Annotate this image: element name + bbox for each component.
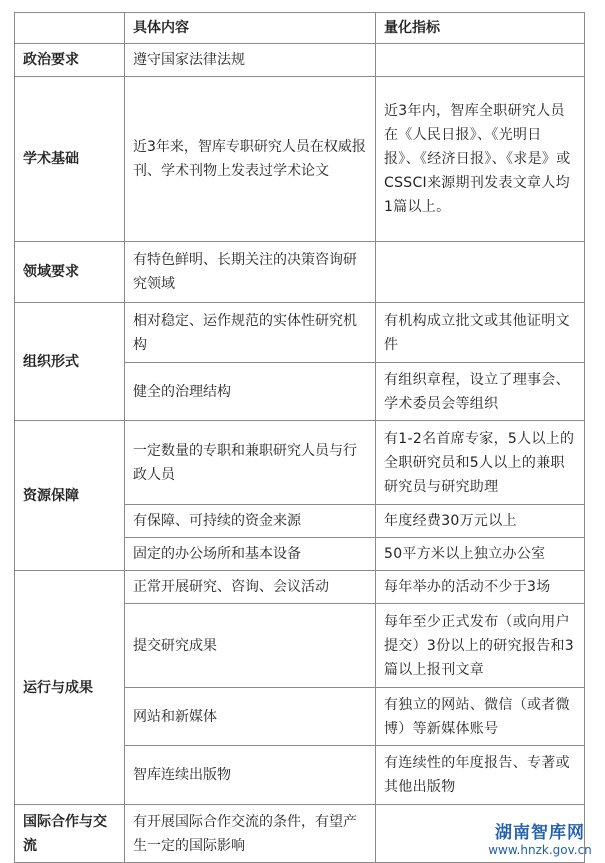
category-cell: 国际合作与交流 xyxy=(15,805,125,863)
watermark-title: 湖南智库网 xyxy=(495,823,585,843)
site-watermark xyxy=(485,823,595,857)
indicator-cell xyxy=(376,44,585,77)
content-cell: 有开展国际合作交流的条件，有望产生一定的国际影响 xyxy=(125,805,376,863)
header-row xyxy=(15,13,585,44)
indicator-cell: 有连续性的年度报告、专著或其他出版物 xyxy=(376,746,585,805)
table-row xyxy=(15,571,585,604)
category-cell: 运行与成果 xyxy=(15,571,125,805)
indicator-cell: 每年至少正式发布（或向用户提交）3份以上的研究报告和3篇以上报刊文章 xyxy=(376,604,585,688)
indicator-cell: 每年举办的活动不少于3场 xyxy=(376,571,585,604)
category-cell: 领域要求 xyxy=(15,242,125,303)
content-cell: 遵守国家法律法规 xyxy=(125,44,376,77)
indicator-cell: 50平方米以上独立办公室 xyxy=(376,538,585,571)
content-cell: 智库连续出版物 xyxy=(125,746,376,805)
table-row xyxy=(15,44,585,77)
category-cell: 资源保障 xyxy=(15,421,125,571)
criteria-table xyxy=(14,12,585,863)
category-cell: 组织形式 xyxy=(15,303,125,421)
content-cell: 近3年来，智库专职研究人员在权威报刊、学术刊物上发表过学术论文 xyxy=(125,77,376,242)
indicator-cell: 有1-2名首席专家，5人以上的全职研究员和5人以上的兼职研究员与研究助理 xyxy=(376,421,585,505)
header-content: 具体内容 xyxy=(125,13,376,44)
indicator-cell: 年度经费30万元以上 xyxy=(376,505,585,538)
category-cell: 政治要求 xyxy=(15,44,125,77)
content-cell: 有保障、可持续的资金来源 xyxy=(125,505,376,538)
indicator-cell: 有独立的网站、微信（或者微博）等新媒体账号 xyxy=(376,688,585,746)
content-cell: 提交研究成果 xyxy=(125,604,376,688)
watermark-url: www.hnzk.gov.cn xyxy=(488,843,592,857)
content-cell: 固定的办公场所和基本设备 xyxy=(125,538,376,571)
content-cell: 一定数量的专职和兼职研究人员与行政人员 xyxy=(125,421,376,505)
indicator-cell xyxy=(376,242,585,303)
indicator-cell: 有机构成立批文或其他证明文件 xyxy=(376,303,585,363)
indicator-cell: 近3年内，智库全职研究人员在《人民日报》、《光明日报》、《经济日报》、《求是》或CSSCI来源期刊发表文章人均1篇以上。 xyxy=(376,77,585,242)
category-cell: 学术基础 xyxy=(15,77,125,242)
content-cell: 相对稳定、运作规范的实体性研究机构 xyxy=(125,303,376,363)
content-cell: 网站和新媒体 xyxy=(125,688,376,746)
table-row xyxy=(15,242,585,303)
table-row xyxy=(15,303,585,363)
content-cell: 有特色鲜明、长期关注的决策咨询研究领域 xyxy=(125,242,376,303)
table-row xyxy=(15,77,585,242)
content-cell: 健全的治理结构 xyxy=(125,363,376,421)
header-indicator: 量化指标 xyxy=(376,13,585,44)
indicator-cell: 有组织章程，设立了理事会、学术委员会等组织 xyxy=(376,363,585,421)
table-row xyxy=(15,421,585,505)
header-category xyxy=(15,13,125,44)
content-cell: 正常开展研究、咨询、会议活动 xyxy=(125,571,376,604)
